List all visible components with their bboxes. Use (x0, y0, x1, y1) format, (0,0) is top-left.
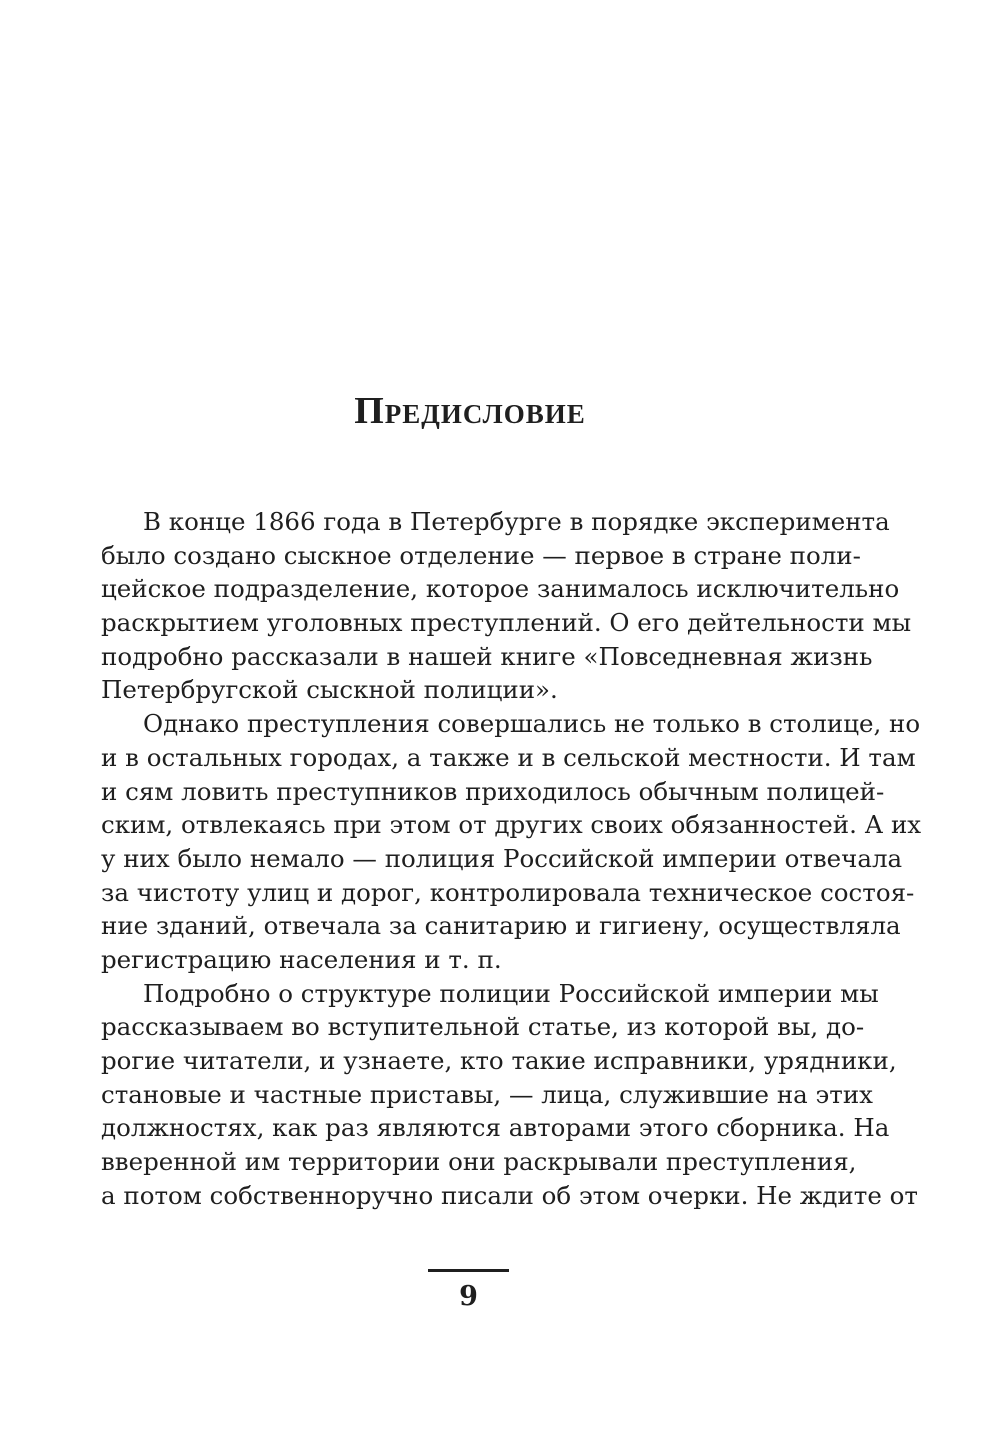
footer-rule (428, 1269, 509, 1272)
text-line: Петербругской сыскной полиции». (101, 675, 558, 705)
text-line: а потом собственноручно писали об этом очерки. Не ждите от (101, 1180, 918, 1210)
page-number: 9 (459, 1281, 478, 1312)
text-line: Подробно о структуре полиции Российской империи мы (143, 978, 879, 1008)
text-line: рассказываем во вступительной статье, из которой вы, до- (101, 1012, 865, 1042)
text-line: становые и частные приставы, — лица, служившие на этих (101, 1079, 873, 1109)
text-line: В конце 1866 года в Петербурге в порядке эксперимента (143, 507, 890, 536)
text-line: подробно рассказали в нашей книге «Повседневная жизнь (101, 641, 873, 671)
text-line: вверенной им территории они раскрывали преступления, (101, 1147, 857, 1177)
text-line: ским, отвлекаясь при этом от других своих обязанностей. А их (101, 810, 922, 840)
text-line: за чистоту улиц и дорог, контролировала техническое состоя- (101, 877, 915, 907)
chapter-title: Предисловие (354, 390, 586, 433)
text-line: рогие читатели, и узнаете, кто такие исправники, урядники, (101, 1046, 897, 1075)
paragraph-2 (101, 707, 922, 977)
paragraph-3 (101, 977, 918, 1213)
body-text (101, 505, 922, 1212)
text-line: и в остальных городах, а также и в сельской местности. И там (101, 742, 916, 772)
text-line: ние зданий, отвечала за санитарию и гигиену, осуществляла (101, 911, 901, 941)
text-line: и сям ловить преступников приходилось обычным полицей- (101, 776, 885, 806)
text-line: должностях, как раз являются авторами этого сборника. На (101, 1113, 890, 1143)
text-line: у них было немало — полиция Российской империи отвечала (101, 843, 903, 873)
text-line: Однако преступления совершались не только в столице, но (143, 709, 921, 739)
paragraph-1 (101, 505, 912, 707)
text-line: раскрытием уголовных преступлений. О его дейтельности мы (101, 608, 912, 638)
text-line: было создано сыскное отделение — первое в стране поли- (101, 540, 861, 570)
text-line: регистрацию населения и т. п. (101, 944, 502, 974)
text-line: цейское подразделение, которое занималось исключительно (101, 574, 900, 604)
